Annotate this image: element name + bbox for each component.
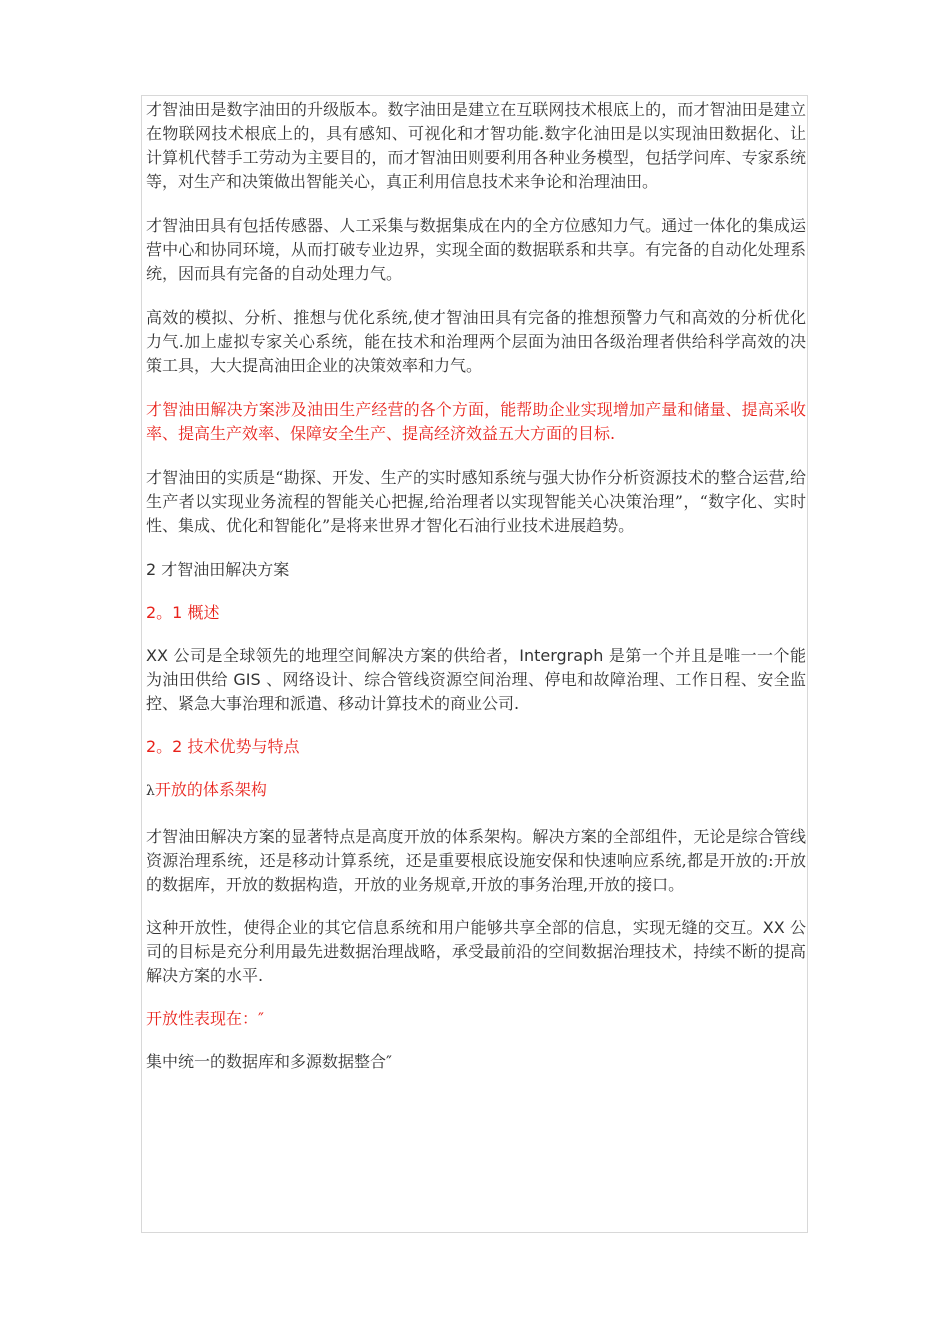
- paragraph-optimization: 高效的模拟、分析、推想与优化系统,使才智油田具有完备的推想预警力气和高效的分析优化力气.加上虚拟专家关心系统，能在技术和治理两个层面为油田各级治理者供给科学高效的决策工具，大大提高油田企业的决策效率和力气。: [146, 308, 806, 375]
- paragraph-perception: 才智油田具有包括传感器、人工采集与数据集成在内的全方位感知力气。通过一体化的集成运营中心和协同环境，从而打破专业边界，实现全面的数据联系和共享。有完备的自动化处理系统，因而具有完备的自动处理力气。: [146, 216, 806, 283]
- paragraph-solution-goals: 才智油田解决方案涉及油田生产经营的各个方面，能帮助企业实现增加产量和储量、提高采收率、提高生产效率、保障安全生产、提高经济效益五大方面的目标.: [146, 400, 806, 443]
- section-2-2-heading: [146, 735, 806, 759]
- paragraph-company-overview: XX 公司是全球领先的地理空间解决方案的供给者，Intergraph 是第一个并且是唯一一个能为油田供给 GIS 、网络设计、综合管线资源空间治理、停电和故障治理、工作日程、安全监控、紧急大事治理和派遣、移动计算技术的商业公司.: [146, 646, 806, 713]
- paragraph-openness: 这种开放性，使得企业的其它信息系统和用户能够共享全部的信息，实现无缝的交互。XX 公司的目标是充分利用最先进数据治理战略，承受最前沿的空间数据治理技术，持续不断的提高解决方案的水平.: [146, 918, 806, 985]
- section-2-2-title: 技术优势与特点: [187, 737, 300, 756]
- section-2-heading: [146, 558, 806, 582]
- section-2-1-number: 2。1: [146, 603, 183, 622]
- document-body: [146, 98, 806, 1074]
- paragraph-open-architecture: 才智油田解决方案的显著特点是高度开放的体系架构。解决方案的全部组件，无论是综合管线资源治理系统，还是移动计算系统，还是重要根底设施安保和快速响应系统,都是开放的:开放的数据库，开放的数据构造，开放的业务规章,开放的事务治理,开放的接口。: [146, 827, 806, 894]
- section-2-number: 2: [146, 560, 157, 579]
- term-gis: GIS: [233, 670, 261, 689]
- paragraph-unified-database: 集中统一的数据库和多源数据整合″: [146, 1052, 392, 1071]
- section-2-1-title: 概述: [187, 603, 220, 622]
- brand-intergraph: Intergraph: [519, 646, 604, 665]
- bullet-lambda-icon: λ: [146, 783, 155, 799]
- paragraph-essence: 才智油田的实质是“勘探、开发、生产的实时感知系统与强大协作分析资源技术的整合运营,给生产者以实现业务流程的智能关心把握,给治理者以实现智能关心决策治理”，“数字化、实时性、集成、优化和智能化”是将来世界才智化石油行业技术进展趋势。: [146, 468, 806, 535]
- section-2-2-number: 2。2: [146, 737, 183, 756]
- openness-label: 开放性表现在：″: [146, 1009, 264, 1028]
- paragraph-intro: 才智油田是数字油田的升级版本。数字油田是建立在互联网技术根底上的，而才智油田是建立在物联网技术根底上的，具有感知、可视化和才智功能.数字化油田是以实现油田数据化、让计算机代替手工劳动为主要目的，而才智油田则要利用各种业务模型，包括学问库、专家系统等，对生产和决策做出智能关心，真正利用信息技术来争论和治理油田。: [146, 100, 806, 191]
- section-2-1-heading: [146, 601, 806, 625]
- company-name-xx: XX: [146, 646, 168, 665]
- company-name-xx-2: XX: [762, 918, 785, 937]
- bullet-open-architecture: [146, 778, 806, 803]
- bullet-title: 开放的体系架构: [154, 780, 267, 799]
- section-2-title: 才智油田解决方案: [161, 560, 290, 579]
